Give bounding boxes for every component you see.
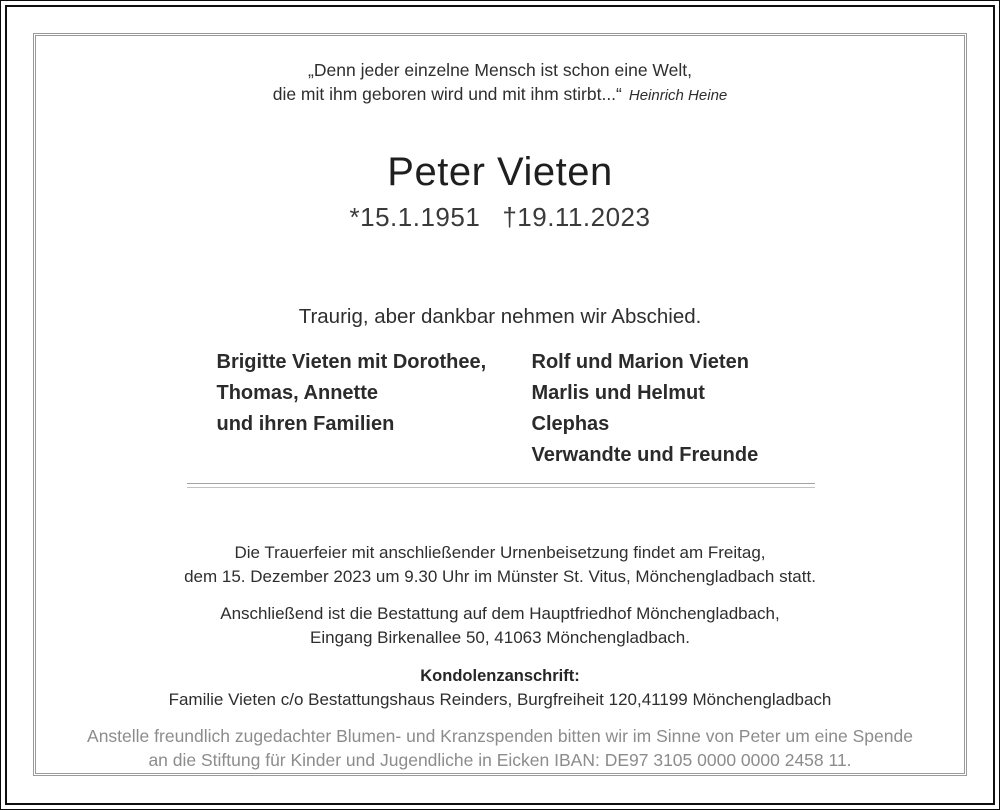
burial-line-1: Anschließend ist die Bestattung auf dem Hauptfriedhof Mönchengladbach, <box>220 604 780 623</box>
farewell-line: Traurig, aber dankbar nehmen wir Abschied. <box>298 305 702 328</box>
mourner-line: Brigitte Vieten mit Dorothee, <box>216 351 487 373</box>
donation-note <box>1 724 999 772</box>
donation-line-2: an die Stiftung für Kinder und Jugendliche in Eicken IBAN: DE97 3105 0000 0000 2458 11. <box>148 750 852 770</box>
burial-info <box>1 602 999 650</box>
service-line-1: Die Trauerfeier mit anschließender Urnenbeisetzung findet am Freitag, <box>234 543 766 562</box>
quote-attribution: Heinrich Heine <box>628 86 728 104</box>
mourners-column-right <box>532 347 784 471</box>
mourner-line: Rolf und Marion Vieten <box>531 351 749 373</box>
mourner-line: Marlis und Helmut Clephas <box>531 382 705 435</box>
service-line-2: dem 15. Dezember 2023 um 9.30 Uhr im Münster St. Vitus, Mönchengladbach statt. <box>184 567 816 586</box>
mourners-columns <box>1 347 999 471</box>
birth-date: *15.1.1951 <box>349 202 481 232</box>
mourners-column-left <box>217 347 487 471</box>
death-date: †19.11.2023 <box>502 202 651 232</box>
mourner-line: und ihren Familien <box>216 413 395 435</box>
condolence-address: Familie Vieten c/o Bestattungshaus Reinders, Burgfreiheit 120,41199 Mönchengladbach <box>168 690 832 709</box>
burial-line-2: Eingang Birkenallee 50, 41063 Mönchengladbach. <box>310 628 690 647</box>
quote-line-2: die mit ihm geboren wird und mit ihm stirbt...“ Heinrich Heine <box>272 83 728 104</box>
section-divider-rule <box>187 483 815 488</box>
deceased-name: Peter Vieten <box>387 150 613 194</box>
condolence-label: Kondolenzanschrift: <box>420 667 580 685</box>
epigraph-quote <box>1 59 999 107</box>
service-info <box>1 541 999 589</box>
quote-line-1: „Denn jeder einzelne Mensch ist schon eine Welt, <box>308 60 692 80</box>
mourner-line: Verwandte und Freunde <box>531 444 759 466</box>
donation-line-1: Anstelle freundlich zugedachter Blumen- und Kranzspenden bitten wir im Sinne von Peter um eine Spende <box>87 726 913 746</box>
mourner-line: Thomas, Annette <box>216 382 378 404</box>
life-dates <box>1 202 999 232</box>
